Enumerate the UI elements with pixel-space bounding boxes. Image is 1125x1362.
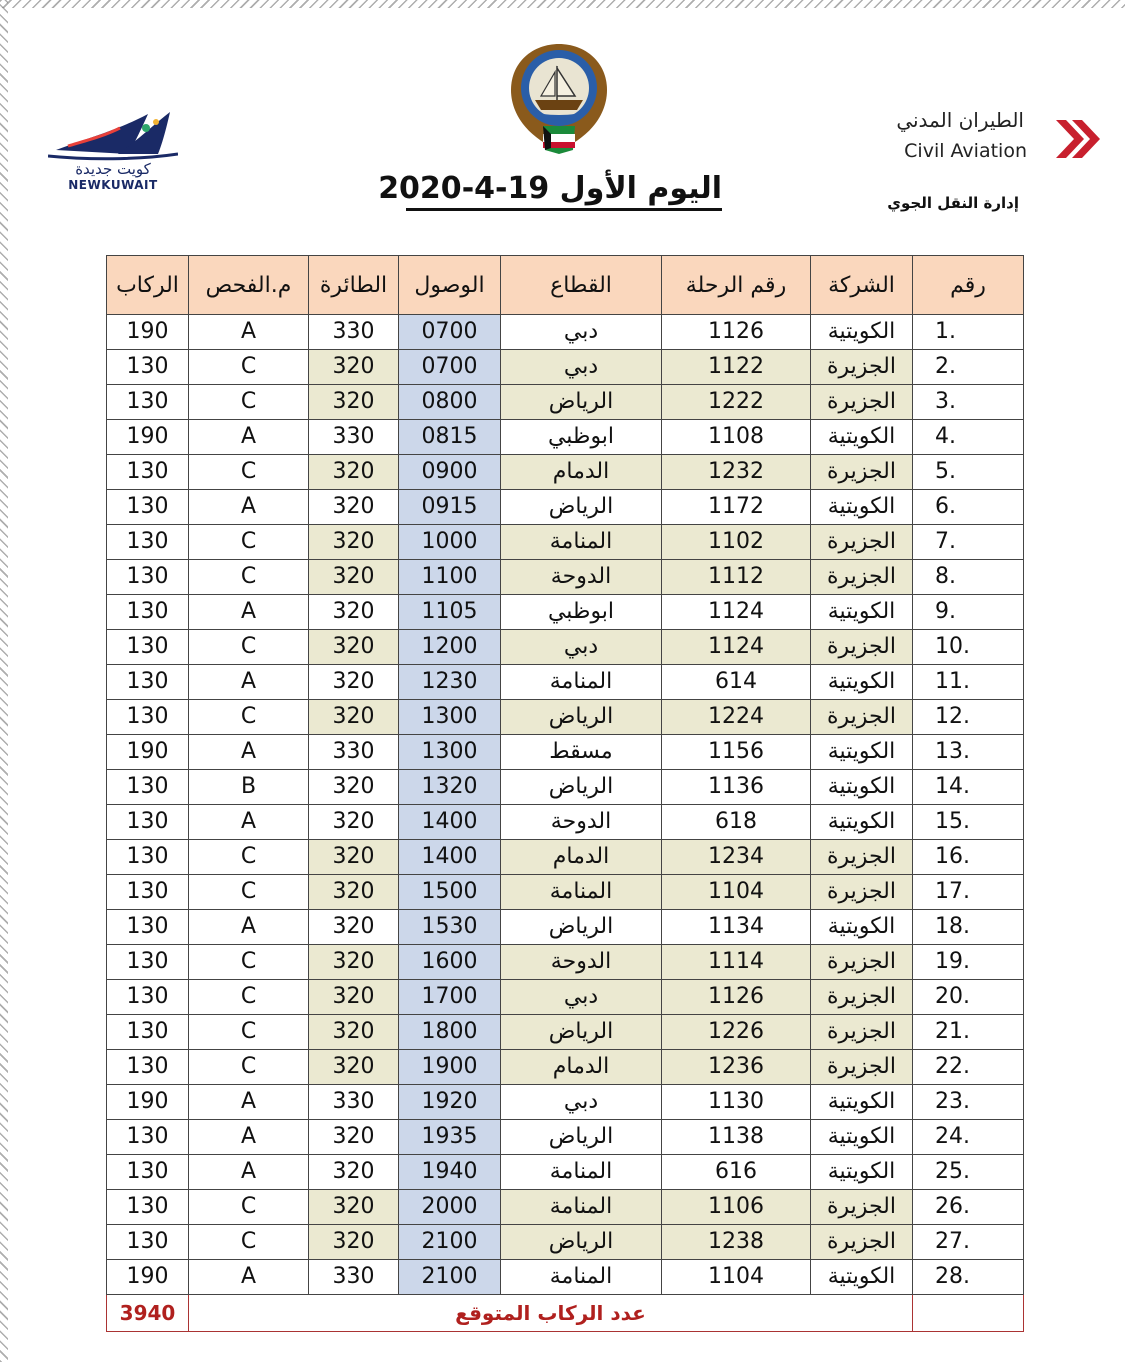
passengers-cell: 130 — [107, 525, 189, 560]
passengers-cell: 190 — [107, 1085, 189, 1120]
newkuwait-english-text: NEWKUWAIT — [68, 178, 158, 192]
check-cell: A — [189, 315, 309, 350]
check-cell: A — [189, 805, 309, 840]
airline-cell: الجزيرة — [811, 700, 913, 735]
aircraft-cell: 320 — [309, 455, 399, 490]
airline-cell: الكويتية — [811, 910, 913, 945]
table-row — [107, 840, 1024, 875]
airline-cell: الكويتية — [811, 1155, 913, 1190]
flight-number-cell: 1138 — [662, 1120, 811, 1155]
arrival-cell: 2000 — [399, 1190, 501, 1225]
col-header-arrival: الوصول — [399, 256, 501, 315]
aircraft-cell: 320 — [309, 1225, 399, 1260]
row-number: 11. — [913, 665, 1024, 700]
flight-number-cell: 616 — [662, 1155, 811, 1190]
airline-cell: الجزيرة — [811, 455, 913, 490]
sector-cell: دبي — [501, 350, 662, 385]
table-row — [107, 1155, 1024, 1190]
row-number: 4. — [913, 420, 1024, 455]
passengers-cell: 130 — [107, 945, 189, 980]
sector-cell: المنامة — [501, 665, 662, 700]
flight-number-cell: 1106 — [662, 1190, 811, 1225]
arrival-cell: 1530 — [399, 910, 501, 945]
flight-number-cell: 1156 — [662, 735, 811, 770]
check-cell: A — [189, 490, 309, 525]
row-number: 14. — [913, 770, 1024, 805]
sector-cell: المنامة — [501, 525, 662, 560]
arrival-cell: 0700 — [399, 315, 501, 350]
flight-number-cell: 1124 — [662, 595, 811, 630]
civil-aviation-english-text: Civil Aviation — [904, 140, 1027, 162]
row-number: 9. — [913, 595, 1024, 630]
check-cell: C — [189, 700, 309, 735]
check-cell: C — [189, 350, 309, 385]
table-row — [107, 1190, 1024, 1225]
row-number: 24. — [913, 1120, 1024, 1155]
passengers-cell: 130 — [107, 805, 189, 840]
table-row — [107, 875, 1024, 910]
check-cell: C — [189, 980, 309, 1015]
aircraft-cell: 320 — [309, 350, 399, 385]
arrival-cell: 1000 — [399, 525, 501, 560]
aircraft-cell: 320 — [309, 525, 399, 560]
table-row — [107, 1225, 1024, 1260]
arrival-cell: 1400 — [399, 805, 501, 840]
row-number: 3. — [913, 385, 1024, 420]
row-number: 8. — [913, 560, 1024, 595]
total-row — [107, 1295, 1024, 1332]
total-empty-cell — [913, 1295, 1024, 1332]
civil-aviation-logo — [896, 108, 1102, 178]
aircraft-cell: 320 — [309, 910, 399, 945]
check-cell: C — [189, 840, 309, 875]
sector-cell: الرياض — [501, 910, 662, 945]
flight-number-cell: 1234 — [662, 840, 811, 875]
table-row — [107, 1260, 1024, 1295]
aircraft-cell: 320 — [309, 1015, 399, 1050]
arrival-cell: 1200 — [399, 630, 501, 665]
total-label: عدد الركاب المتوقع — [189, 1295, 913, 1332]
aircraft-cell: 320 — [309, 875, 399, 910]
check-cell: C — [189, 385, 309, 420]
sector-cell: دبي — [501, 980, 662, 1015]
arrival-cell: 0900 — [399, 455, 501, 490]
passengers-cell: 190 — [107, 1260, 189, 1295]
aircraft-cell: 320 — [309, 490, 399, 525]
arrival-cell: 1320 — [399, 770, 501, 805]
aircraft-cell: 320 — [309, 945, 399, 980]
flight-number-cell: 1126 — [662, 315, 811, 350]
flight-number-cell: 1102 — [662, 525, 811, 560]
passengers-cell: 130 — [107, 630, 189, 665]
flight-number-cell: 1232 — [662, 455, 811, 490]
sector-cell: الرياض — [501, 700, 662, 735]
passengers-cell: 130 — [107, 1190, 189, 1225]
sector-cell: الدمام — [501, 455, 662, 490]
airline-cell: الكويتية — [811, 805, 913, 840]
kuwait-emblem-icon — [503, 38, 615, 156]
aircraft-cell: 320 — [309, 1050, 399, 1085]
table-row — [107, 350, 1024, 385]
airline-cell: الكويتية — [811, 420, 913, 455]
airline-cell: الكويتية — [811, 735, 913, 770]
col-header-sector: القطاع — [501, 256, 662, 315]
sector-cell: المنامة — [501, 875, 662, 910]
aircraft-cell: 320 — [309, 595, 399, 630]
table-row — [107, 420, 1024, 455]
arrival-cell: 1105 — [399, 595, 501, 630]
passengers-cell: 130 — [107, 595, 189, 630]
arrival-cell: 2100 — [399, 1225, 501, 1260]
total-passengers: 3940 — [107, 1295, 189, 1332]
table-row — [107, 385, 1024, 420]
flight-number-cell: 1136 — [662, 770, 811, 805]
table-row — [107, 665, 1024, 700]
aircraft-cell: 320 — [309, 770, 399, 805]
aircraft-cell: 320 — [309, 630, 399, 665]
table-row — [107, 770, 1024, 805]
sector-cell: الدوحة — [501, 805, 662, 840]
sector-cell: الرياض — [501, 385, 662, 420]
row-number: 21. — [913, 1015, 1024, 1050]
passengers-cell: 130 — [107, 840, 189, 875]
arrival-cell: 1920 — [399, 1085, 501, 1120]
airline-cell: الكويتية — [811, 595, 913, 630]
table-row — [107, 525, 1024, 560]
aircraft-cell: 320 — [309, 560, 399, 595]
arrival-cell: 1900 — [399, 1050, 501, 1085]
flight-number-cell: 1122 — [662, 350, 811, 385]
table-header-row — [107, 256, 1024, 315]
sector-cell: الرياض — [501, 1015, 662, 1050]
table-row — [107, 315, 1024, 350]
airline-cell: الجزيرة — [811, 350, 913, 385]
airline-cell: الجزيرة — [811, 1225, 913, 1260]
check-cell: C — [189, 1225, 309, 1260]
aircraft-cell: 320 — [309, 840, 399, 875]
check-cell: B — [189, 770, 309, 805]
airline-cell: الجزيرة — [811, 525, 913, 560]
col-header-airline: الشركة — [811, 256, 913, 315]
row-number: 13. — [913, 735, 1024, 770]
row-number: 16. — [913, 840, 1024, 875]
row-number: 7. — [913, 525, 1024, 560]
sector-cell: الدمام — [501, 1050, 662, 1085]
flight-number-cell: 1126 — [662, 980, 811, 1015]
sector-cell: الدمام — [501, 840, 662, 875]
flight-schedule-table — [106, 255, 1024, 1332]
airline-cell: الكويتية — [811, 1260, 913, 1295]
passengers-cell: 130 — [107, 700, 189, 735]
airline-cell: الجزيرة — [811, 840, 913, 875]
arrival-cell: 1100 — [399, 560, 501, 595]
flight-number-cell: 1108 — [662, 420, 811, 455]
row-number: 27. — [913, 1225, 1024, 1260]
aircraft-cell: 330 — [309, 1085, 399, 1120]
flight-number-cell: 1112 — [662, 560, 811, 595]
sector-cell: المنامة — [501, 1260, 662, 1295]
row-number: 17. — [913, 875, 1024, 910]
airline-cell: الجزيرة — [811, 1050, 913, 1085]
table-row — [107, 560, 1024, 595]
flight-number-cell: 1104 — [662, 1260, 811, 1295]
arrival-cell: 1935 — [399, 1120, 501, 1155]
flight-number-cell: 1130 — [662, 1085, 811, 1120]
passengers-cell: 130 — [107, 350, 189, 385]
sector-cell: الرياض — [501, 1225, 662, 1260]
airline-cell: الكويتية — [811, 315, 913, 350]
flight-number-cell: 1124 — [662, 630, 811, 665]
table-row — [107, 980, 1024, 1015]
table-row — [107, 910, 1024, 945]
check-cell: A — [189, 735, 309, 770]
table-row — [107, 1120, 1024, 1155]
check-cell: C — [189, 455, 309, 490]
newkuwait-arabic-text: كويت جديدة — [75, 160, 151, 178]
aircraft-cell: 320 — [309, 1155, 399, 1190]
check-cell: A — [189, 910, 309, 945]
col-header-flight: رقم الرحلة — [662, 256, 811, 315]
row-number: 6. — [913, 490, 1024, 525]
aircraft-cell: 320 — [309, 665, 399, 700]
passengers-cell: 130 — [107, 875, 189, 910]
row-number: 12. — [913, 700, 1024, 735]
row-number: 19. — [913, 945, 1024, 980]
airline-cell: الجزيرة — [811, 875, 913, 910]
flight-number-cell: 614 — [662, 665, 811, 700]
table-row — [107, 1015, 1024, 1050]
check-cell: C — [189, 525, 309, 560]
airline-cell: الجزيرة — [811, 980, 913, 1015]
row-number: 5. — [913, 455, 1024, 490]
check-cell: C — [189, 1190, 309, 1225]
arrival-cell: 0800 — [399, 385, 501, 420]
sector-cell: المنامة — [501, 1190, 662, 1225]
check-cell: A — [189, 595, 309, 630]
check-cell: A — [189, 665, 309, 700]
flight-number-cell: 1172 — [662, 490, 811, 525]
table-row — [107, 805, 1024, 840]
document-header — [0, 0, 1125, 255]
aircraft-cell: 320 — [309, 385, 399, 420]
check-cell: A — [189, 420, 309, 455]
col-header-number: رقم — [913, 256, 1024, 315]
sector-cell: المنامة — [501, 1155, 662, 1190]
arrival-cell: 0915 — [399, 490, 501, 525]
passengers-cell: 130 — [107, 1225, 189, 1260]
airline-cell: الجزيرة — [811, 560, 913, 595]
table-row — [107, 945, 1024, 980]
table-row — [107, 700, 1024, 735]
department-name: إدارة النقل الجوي — [887, 194, 1019, 212]
table-row — [107, 1050, 1024, 1085]
airline-cell: الجزيرة — [811, 385, 913, 420]
sector-cell: ابوظبي — [501, 595, 662, 630]
sector-cell: دبي — [501, 630, 662, 665]
dhow-sail-icon — [48, 110, 178, 162]
sector-cell: الدوحة — [501, 560, 662, 595]
airline-cell: الجزيرة — [811, 1190, 913, 1225]
flight-number-cell: 1226 — [662, 1015, 811, 1050]
flight-number-cell: 1224 — [662, 700, 811, 735]
row-number: 20. — [913, 980, 1024, 1015]
aircraft-cell: 330 — [309, 735, 399, 770]
passengers-cell: 190 — [107, 420, 189, 455]
flight-number-cell: 1104 — [662, 875, 811, 910]
row-number: 1. — [913, 315, 1024, 350]
table-row — [107, 455, 1024, 490]
passengers-cell: 130 — [107, 910, 189, 945]
arrival-cell: 1700 — [399, 980, 501, 1015]
passengers-cell: 190 — [107, 735, 189, 770]
passengers-cell: 130 — [107, 560, 189, 595]
arrival-cell: 1300 — [399, 735, 501, 770]
passengers-cell: 130 — [107, 665, 189, 700]
passengers-cell: 130 — [107, 1050, 189, 1085]
passengers-cell: 130 — [107, 1155, 189, 1190]
aircraft-cell: 330 — [309, 1260, 399, 1295]
sector-cell: الرياض — [501, 490, 662, 525]
sector-cell: الرياض — [501, 770, 662, 805]
passengers-cell: 130 — [107, 1120, 189, 1155]
arrival-cell: 1940 — [399, 1155, 501, 1190]
airline-cell: الكويتية — [811, 665, 913, 700]
flight-number-cell: 1236 — [662, 1050, 811, 1085]
passengers-cell: 130 — [107, 980, 189, 1015]
newkuwait-logo — [48, 110, 178, 200]
airline-cell: الكويتية — [811, 770, 913, 805]
check-cell: A — [189, 1085, 309, 1120]
sector-cell: الدوحة — [501, 945, 662, 980]
passengers-cell: 130 — [107, 1015, 189, 1050]
aircraft-cell: 320 — [309, 700, 399, 735]
sector-cell: الرياض — [501, 1120, 662, 1155]
table-row — [107, 630, 1024, 665]
col-header-aircraft: الطائرة — [309, 256, 399, 315]
table-row — [107, 490, 1024, 525]
aircraft-cell: 330 — [309, 420, 399, 455]
check-cell: A — [189, 1260, 309, 1295]
civil-aviation-arabic-text: الطيران المدني — [896, 108, 1024, 132]
row-number: 22. — [913, 1050, 1024, 1085]
row-number: 18. — [913, 910, 1024, 945]
check-cell: C — [189, 560, 309, 595]
airline-cell: الكويتية — [811, 490, 913, 525]
check-cell: C — [189, 875, 309, 910]
double-chevron-icon — [1052, 114, 1102, 164]
check-cell: C — [189, 1015, 309, 1050]
arrival-cell: 2100 — [399, 1260, 501, 1295]
row-number: 23. — [913, 1085, 1024, 1120]
aircraft-cell: 320 — [309, 805, 399, 840]
row-number: 2. — [913, 350, 1024, 385]
passengers-cell: 130 — [107, 455, 189, 490]
arrival-cell: 1600 — [399, 945, 501, 980]
row-number: 28. — [913, 1260, 1024, 1295]
check-cell: A — [189, 1120, 309, 1155]
aircraft-cell: 330 — [309, 315, 399, 350]
passengers-cell: 130 — [107, 490, 189, 525]
check-cell: C — [189, 945, 309, 980]
arrival-cell: 0700 — [399, 350, 501, 385]
flight-number-cell: 618 — [662, 805, 811, 840]
airline-cell: الجزيرة — [811, 630, 913, 665]
check-cell: C — [189, 1050, 309, 1085]
flight-number-cell: 1134 — [662, 910, 811, 945]
table-row — [107, 735, 1024, 770]
check-cell: C — [189, 630, 309, 665]
airline-cell: الكويتية — [811, 1085, 913, 1120]
flight-number-cell: 1222 — [662, 385, 811, 420]
row-number: 25. — [913, 1155, 1024, 1190]
row-number: 26. — [913, 1190, 1024, 1225]
arrival-cell: 1230 — [399, 665, 501, 700]
flight-number-cell: 1114 — [662, 945, 811, 980]
airline-cell: الكويتية — [811, 1120, 913, 1155]
airline-cell: الجزيرة — [811, 1015, 913, 1050]
aircraft-cell: 320 — [309, 1120, 399, 1155]
col-header-passengers: الركاب — [107, 256, 189, 315]
sector-cell: ابوظبي — [501, 420, 662, 455]
aircraft-cell: 320 — [309, 1190, 399, 1225]
arrival-cell: 1400 — [399, 840, 501, 875]
check-cell: A — [189, 1155, 309, 1190]
table-row — [107, 1085, 1024, 1120]
col-header-check: م.الفحص — [189, 256, 309, 315]
airline-cell: الجزيرة — [811, 945, 913, 980]
row-number: 15. — [913, 805, 1024, 840]
sector-cell: مسقط — [501, 735, 662, 770]
passengers-cell: 190 — [107, 315, 189, 350]
arrival-cell: 1500 — [399, 875, 501, 910]
row-number: 10. — [913, 630, 1024, 665]
sector-cell: دبي — [501, 315, 662, 350]
table-row — [107, 595, 1024, 630]
sector-cell: دبي — [501, 1085, 662, 1120]
arrival-cell: 1800 — [399, 1015, 501, 1050]
passengers-cell: 130 — [107, 385, 189, 420]
passengers-cell: 130 — [107, 770, 189, 805]
arrival-cell: 0815 — [399, 420, 501, 455]
flight-number-cell: 1238 — [662, 1225, 811, 1260]
aircraft-cell: 320 — [309, 980, 399, 1015]
arrival-cell: 1300 — [399, 700, 501, 735]
page-title: اليوم الأول 19-4-2020 — [406, 171, 722, 211]
